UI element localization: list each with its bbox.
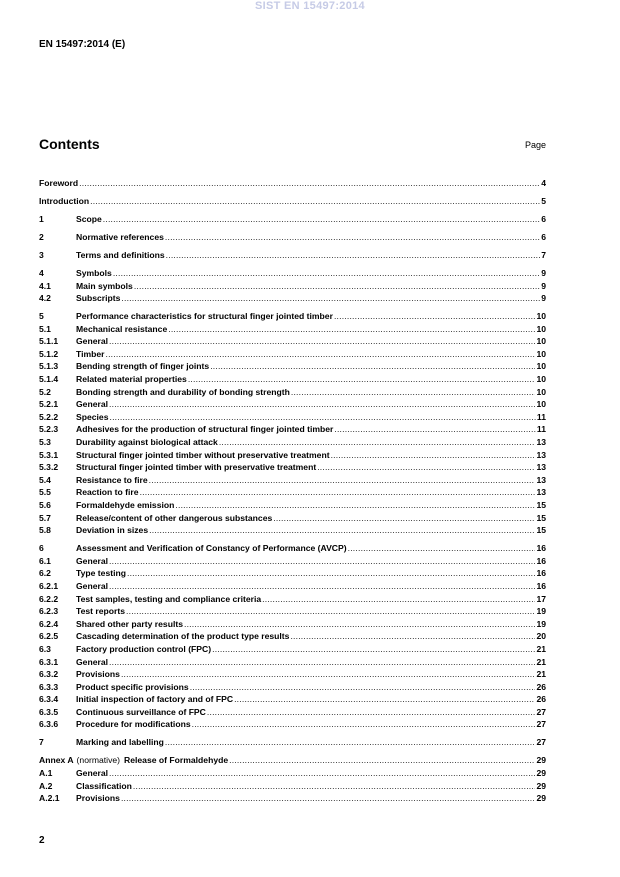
toc-entry-page: 10 [536,311,546,322]
dot-leader [113,267,540,280]
toc-entry[interactable] [39,512,546,525]
dot-leader [149,474,536,487]
toc-entry-page: 29 [536,793,546,804]
toc-entry-page: 13 [536,462,546,473]
toc-entry-number: 5.5 [39,487,51,498]
dot-leader [134,280,540,293]
toc-entry-title: Marking and labelling [76,737,164,748]
toc-entry[interactable] [39,461,546,474]
toc-entry[interactable] [39,780,546,793]
toc-entry[interactable] [39,542,546,555]
toc-entry-page: 6 [541,231,546,242]
toc-entry-title: Factory production control (FPC) [76,643,212,654]
dot-leader [207,706,536,719]
toc-entry-number: 6.2.1 [39,580,59,591]
dot-leader [190,681,536,694]
toc-entry-number: Annex A [39,755,74,766]
toc-entry[interactable] [39,231,546,244]
dot-leader [188,373,536,386]
dot-leader [165,231,540,244]
toc-entry-page: 15 [536,500,546,510]
toc-entry-title: Product specific provisions [76,681,189,692]
toc-entry-title: Provisions [76,793,120,804]
toc-entry[interactable] [39,754,546,767]
toc-entry[interactable] [39,335,546,348]
dot-leader [90,195,540,208]
toc-entry[interactable] [39,681,546,694]
page-number: 2 [39,835,45,846]
toc-entry[interactable] [39,718,546,731]
toc-entry-page: 13 [536,487,546,498]
toc-entry[interactable] [39,348,546,361]
toc-entry-page: 13 [536,474,546,485]
page-title: Contents [39,136,100,152]
toc-entry-page: 11 [536,411,546,422]
toc-entry-title: General [76,336,109,347]
toc-entry[interactable] [39,177,546,190]
dot-leader [109,335,535,348]
toc-entry-page: 15 [536,525,546,536]
toc-entry-number: 6.3 [39,643,51,654]
toc-entry-number: 5.3.2 [39,462,59,473]
toc-entry-number: 6.1 [39,555,51,566]
toc-entry-page: 27 [536,719,546,730]
toc-entry[interactable] [39,524,546,537]
dot-leader [140,486,536,499]
toc-entry[interactable] [39,292,546,305]
toc-entry[interactable] [39,267,546,280]
toc-entry-number: 6.2.4 [39,618,59,629]
toc-entry[interactable] [39,436,546,449]
dot-leader [165,736,536,749]
toc-entry-title: Release/content of other dangerous substances [76,512,273,523]
dot-leader [109,398,535,411]
dot-leader [109,580,535,593]
toc-entry-number: 5.1.4 [39,374,59,385]
toc-entry-title: Species [76,411,109,422]
toc-entry-page: 10 [536,374,546,385]
dot-leader [149,524,535,537]
toc-entry-title: Reaction to fire [76,487,139,498]
dot-leader [168,323,535,336]
toc-entry-page: 29 [536,755,546,766]
dot-leader [121,792,535,805]
toc-entry[interactable] [39,249,546,262]
toc-entry-title: General [76,399,109,410]
toc-entry-title: Main symbols [76,280,133,291]
toc-entry-page: 9 [541,267,546,278]
toc-entry-number: 5.1 [39,323,51,334]
toc-entry-page: 21 [536,656,546,667]
toc-entry[interactable] [39,360,546,373]
toc-entry[interactable] [39,195,546,208]
dot-leader [210,360,535,373]
toc-entry[interactable] [39,423,546,436]
toc-entry-title: Cascading determination of the product type results [76,631,290,642]
toc-entry-number: 4.2 [39,293,51,304]
toc-entry-title: Bending strength of finger joints [76,361,210,372]
toc-entry-page: 10 [536,336,546,347]
toc-entry-title: Structural finger jointed timber with preservative treatment [76,462,317,473]
toc-entry-title: Subscripts [76,293,121,304]
toc-entry-title: Related material properties [76,374,187,385]
toc-entry-number: 6.3.3 [39,681,59,692]
toc-entry[interactable] [39,618,546,631]
toc-entry-page: 21 [536,643,546,654]
dot-leader [331,449,536,462]
dot-leader [79,177,540,190]
toc-entry-page: 16 [536,580,546,591]
toc-entry[interactable] [39,706,546,719]
dot-leader [126,605,535,618]
dot-leader [229,754,535,767]
toc-entry-number: 6.3.5 [39,706,59,717]
toc-entry-number: 4.1 [39,280,51,291]
toc-entry-number: 5.3 [39,437,51,448]
dot-leader [109,656,535,669]
toc-entry-page: 13 [536,449,546,460]
dot-leader [219,436,536,449]
toc-entry[interactable] [39,668,546,681]
toc-entry-page: 5 [541,195,546,206]
toc-entry-page: 10 [536,361,546,372]
toc-entry-title: Timber [76,348,105,359]
toc-entry-page: 16 [536,543,546,554]
toc-entry-title: Initial inspection of factory and of FPC [76,694,234,705]
toc-entry-page: 10 [536,348,546,359]
toc-entry[interactable] [39,411,546,424]
toc-entry-number: 5 [39,311,44,322]
toc-entry-number: 5.1.1 [39,336,59,347]
dot-leader [166,249,541,262]
toc-entry-number: 5.2 [39,386,51,397]
table-of-contents [39,177,546,805]
toc-entry[interactable] [39,398,546,411]
dot-leader [106,348,536,361]
dot-leader [273,512,535,525]
dot-leader [109,555,535,568]
toc-entry[interactable] [39,373,546,386]
toc-entry-page: 10 [536,386,546,397]
toc-entry-number: 2 [39,231,44,242]
toc-entry-title: Type testing [76,568,126,579]
toc-entry-page: 29 [536,768,546,779]
toc-entry-number: 5.1.3 [39,361,59,372]
toc-entry-title: Release of Formaldehyde [124,755,229,766]
toc-entry-page: 7 [541,249,546,260]
toc-entry-title: Test reports [76,606,126,617]
toc-entry[interactable] [39,630,546,643]
dot-leader [212,643,535,656]
toc-entry-title: Shared other party results [76,618,183,629]
toc-entry[interactable] [39,310,546,323]
dot-leader [291,386,536,399]
toc-entry-title: Procedure for modifications [76,719,191,730]
toc-entry-page: 4 [541,178,546,188]
toc-entry-page: 27 [536,737,546,748]
dot-leader [121,292,540,305]
toc-entry[interactable] [39,213,546,226]
dot-leader [184,618,535,631]
toc-entry[interactable] [39,643,546,656]
toc-entry[interactable] [39,580,546,593]
toc-entry[interactable] [39,736,546,749]
toc-entry[interactable] [39,280,546,293]
watermark: SIST EN 15497:2014 [255,0,365,12]
toc-entry-page: 19 [536,618,546,629]
toc-entry-number: 5.2.1 [39,399,59,410]
dot-leader [175,499,535,512]
toc-entry-number: 5.1.2 [39,348,59,359]
toc-entry-page: 20 [536,631,546,642]
toc-entry[interactable] [39,499,546,512]
toc-entry-page: 13 [536,437,546,448]
dot-leader [109,767,535,780]
toc-entry-number: 5.4 [39,474,51,485]
toc-entry[interactable] [39,386,546,399]
toc-entry-page: 26 [536,694,546,705]
dot-leader [334,310,536,323]
toc-entry-title: Provisions [76,669,120,680]
toc-entry-title: General [76,555,109,566]
dot-leader [262,593,535,606]
toc-entry[interactable] [39,323,546,336]
toc-entry-title: Test samples, testing and compliance criteria [76,593,262,604]
toc-entry[interactable] [39,567,546,580]
toc-entry-title: Classification [76,780,132,791]
toc-entry-number: 6.3.6 [39,719,59,730]
toc-entry-title: Normative references [76,231,164,242]
toc-entry-number: 5.3.1 [39,449,59,460]
toc-entry-page: 10 [536,399,546,410]
toc-entry-title: General [76,656,109,667]
toc-entry-title: General [76,580,109,591]
toc-entry-page: 9 [541,293,546,304]
toc-entry-page: 16 [536,568,546,579]
toc-entry-number: A.1 [39,768,53,779]
dot-leader [317,461,535,474]
toc-entry[interactable] [39,656,546,669]
toc-entry-title: Bonding strength and durability of bonding strength [76,386,290,397]
toc-entry[interactable] [39,474,546,487]
toc-entry-title: Scope [76,213,102,224]
toc-entry[interactable] [39,449,546,462]
toc-annex-note: (normative) [76,755,121,766]
toc-entry-title: Resistance to fire [76,474,148,485]
toc-entry-number: 6.2 [39,568,51,579]
toc-entry-number: 5.6 [39,500,51,510]
toc-entry-number: 1 [39,213,44,224]
dot-leader [110,411,536,424]
toc-entry-number: 5.2.2 [39,411,59,422]
toc-entry-title: Foreword [39,178,79,188]
toc-entry[interactable] [39,555,546,568]
dot-leader [234,693,535,706]
toc-entry[interactable] [39,593,546,606]
toc-entry-title: Continuous surveillance of FPC [76,706,206,717]
toc-entry-page: 10 [536,323,546,334]
toc-entry-title: General [76,768,109,779]
toc-entry-title: Mechanical resistance [76,323,168,334]
toc-entry-page: 6 [541,213,546,224]
dot-leader [192,718,536,731]
toc-entry-title: Performance characteristics for structural finger jointed timber [76,311,333,322]
toc-entry-title: Deviation in sizes [76,525,149,536]
toc-entry-number: 5.8 [39,525,51,536]
toc-entry-number: 6.3.1 [39,656,59,667]
toc-entry-title: Structural finger jointed timber without preservative treatment [76,449,330,460]
dot-leader [348,542,536,555]
toc-entry-title: Formaldehyde emission [76,500,175,510]
toc-entry-number: 6 [39,543,44,554]
toc-entry-title: Adhesives for the production of structural finger jointed timber [76,424,334,435]
toc-entry-number: 6.3.4 [39,694,59,705]
toc-entry-number: 6.2.2 [39,593,59,604]
toc-entry-title: Symbols [76,267,112,278]
toc-entry[interactable] [39,486,546,499]
dot-leader [127,567,535,580]
toc-entry-number: 6.2.3 [39,606,59,617]
toc-entry-page: 11 [536,424,546,435]
toc-entry-number: 6.2.5 [39,631,59,642]
toc-entry[interactable] [39,693,546,706]
toc-entry-title: Terms and definitions [76,249,165,260]
toc-entry-number: A.2.1 [39,793,60,804]
toc-entry-title: Assessment and Verification of Constancy of Performance (AVCP) [76,543,347,554]
toc-entry-page: 17 [536,593,546,604]
toc-entry-number: 5.2.3 [39,424,59,435]
toc-entry-number: 3 [39,249,44,260]
toc-entry-page: 9 [541,280,546,291]
toc-entry-page: 26 [536,681,546,692]
toc-entry-page: 27 [536,706,546,717]
toc-entry-title: Durability against biological attack [76,437,218,448]
toc-entry-number: A.2 [39,780,53,791]
toc-entry-number: 5.7 [39,512,51,523]
dot-leader [133,780,536,793]
toc-entry-page: 15 [536,512,546,523]
dot-leader [103,213,540,226]
dot-leader [290,630,535,643]
document-id: EN 15497:2014 (E) [39,39,126,50]
toc-entry[interactable] [39,792,546,805]
toc-entry-page: 21 [536,669,546,680]
toc-entry-number: 7 [39,737,44,748]
page-column-label: Page [524,140,546,150]
toc-entry-page: 16 [536,555,546,566]
dot-leader [121,668,535,681]
toc-entry-page: 19 [536,606,546,617]
dot-leader [334,423,536,436]
toc-entry[interactable] [39,767,546,780]
toc-entry-page: 29 [536,780,546,791]
toc-entry-number: 6.3.2 [39,669,59,680]
toc-entry-title: Introduction [39,195,90,206]
toc-entry[interactable] [39,605,546,618]
toc-entry-number: 4 [39,267,44,278]
